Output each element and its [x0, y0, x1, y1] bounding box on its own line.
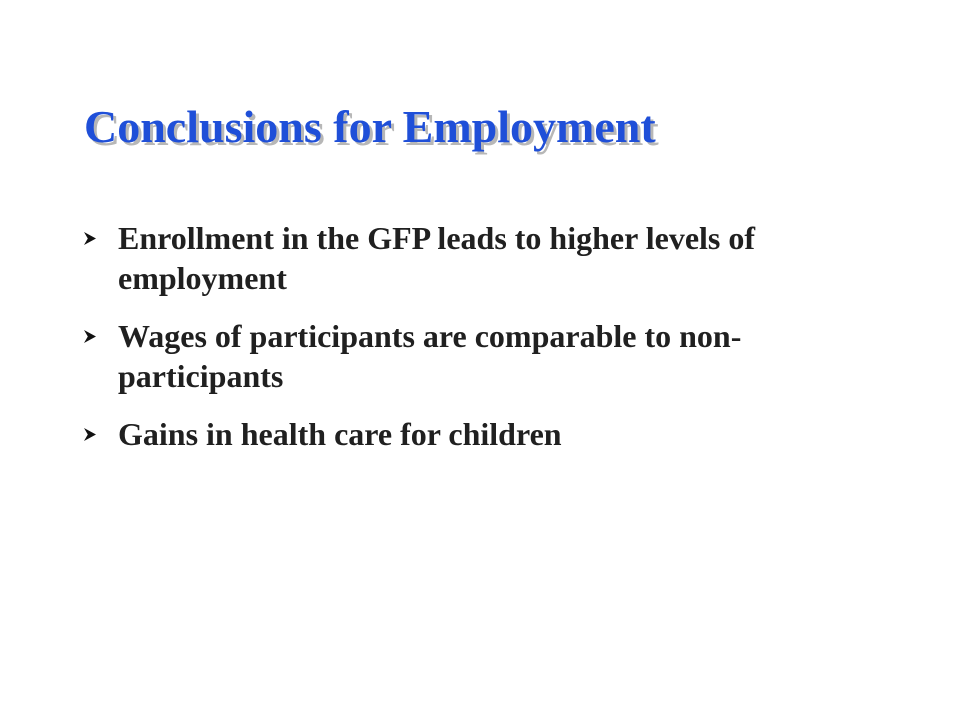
arrowhead-bullet-icon [84, 428, 96, 441]
bullet-item-2 [84, 316, 904, 396]
arrowhead-bullet-icon [84, 330, 96, 343]
arrowhead-bullet-icon [84, 232, 96, 245]
bullet-list [84, 218, 904, 472]
slide-title: Conclusions for Employment [84, 101, 656, 152]
bullet-text: Enrollment in the GFP leads to higher levels of employment [118, 220, 756, 296]
bullet-text: Wages of participants are comparable to non-participants [118, 318, 742, 394]
bullet-text: Gains in health care for children [118, 416, 562, 452]
bullet-item-1 [84, 218, 904, 298]
bullet-item-3 [84, 414, 904, 454]
